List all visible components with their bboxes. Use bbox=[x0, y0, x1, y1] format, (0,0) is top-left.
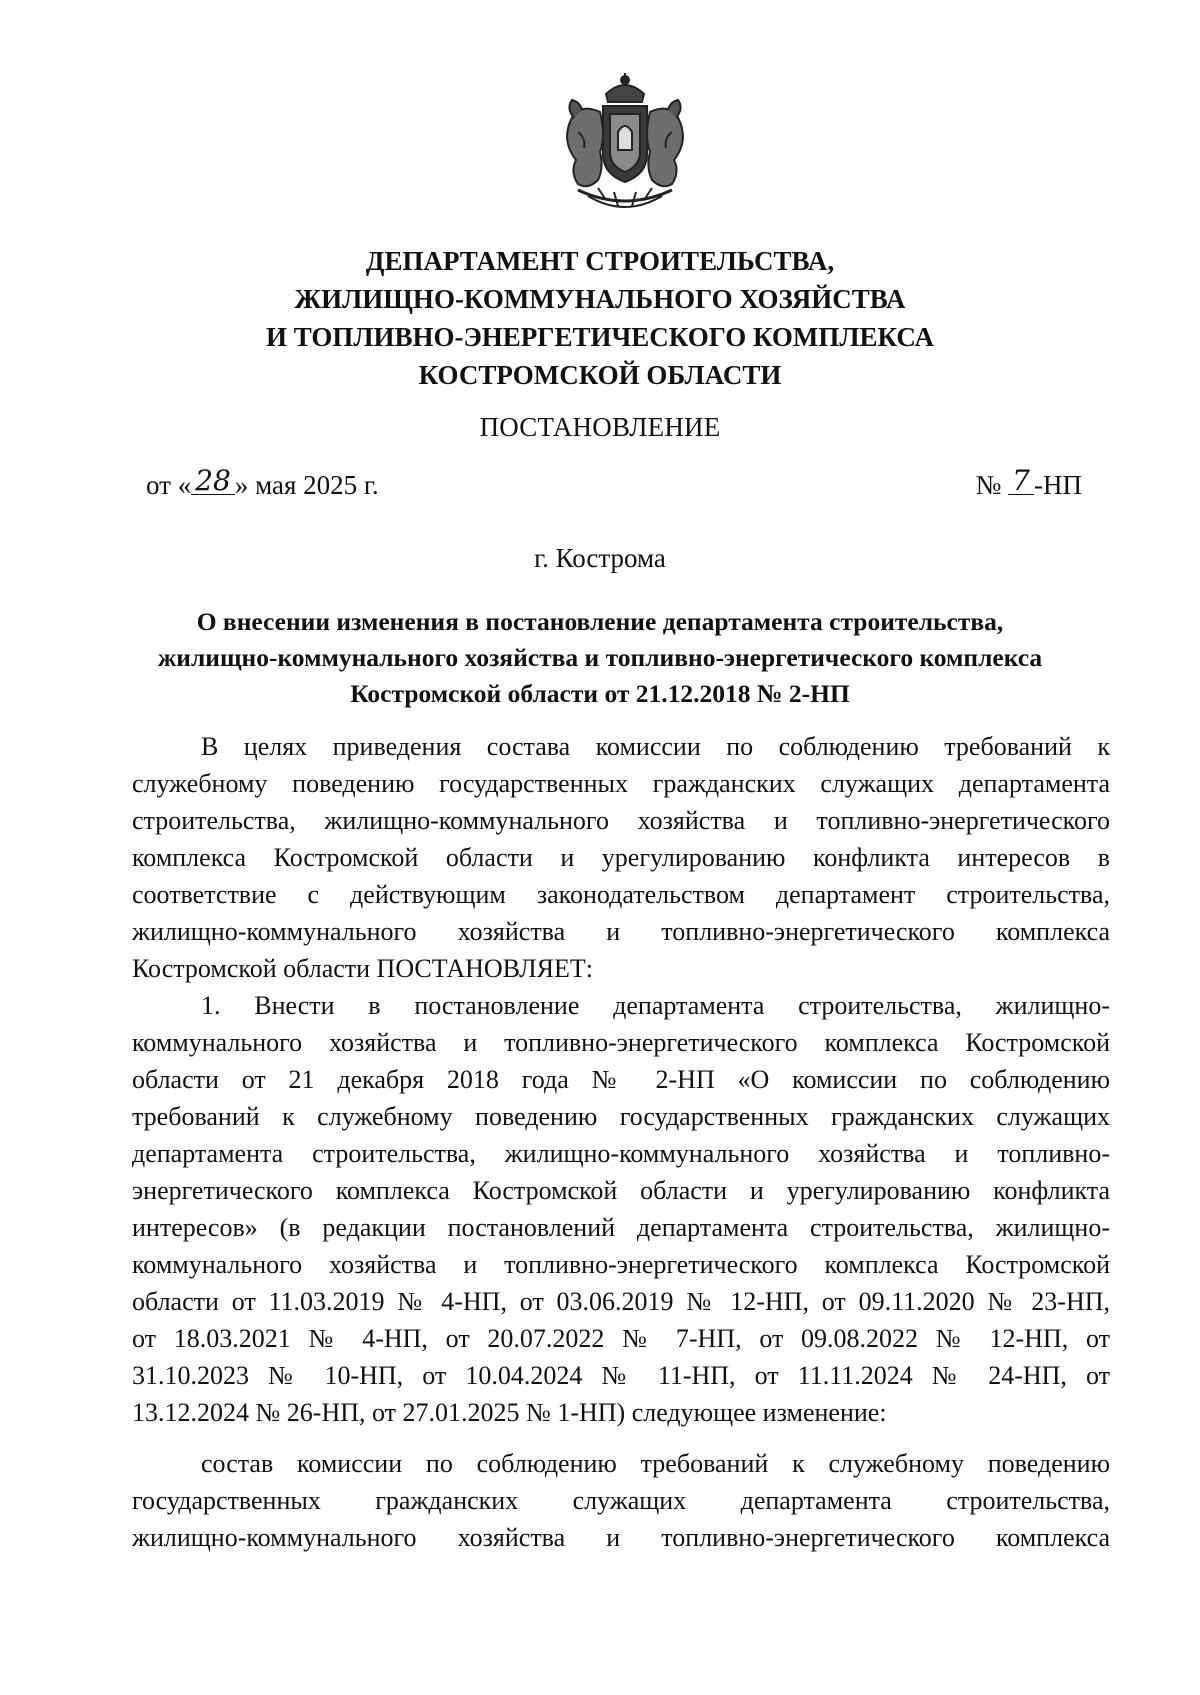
item1-detail-line: состав комиссии по соблюдению требований к служебному поведению bbox=[201, 1449, 1110, 1478]
number-suffix: -НП bbox=[1034, 470, 1082, 500]
preamble-line: Костромской области ПОСТАНОВЛЯЕТ: bbox=[132, 954, 593, 983]
document-number bbox=[975, 464, 1082, 501]
department-name-line: И ТОПЛИВНО-ЭНЕРГЕТИЧЕСКОГО КОМПЛЕКСА bbox=[265, 322, 935, 352]
preamble-line: В целях приведения состава комиссии по соблюдению требований к bbox=[201, 732, 1110, 761]
paragraph-gap bbox=[132, 1431, 1110, 1445]
title-line: жилищно-коммунального хозяйства и топливно-энергетического комплекса bbox=[157, 643, 1043, 672]
item1-line: 13.12.2024 № 26-НП, от 27.01.2025 № 1-НП) следующее изменение: bbox=[132, 1398, 887, 1427]
item1-line: области от 21 декабря 2018 года № 2-НП «О комиссии по соблюдению bbox=[132, 1065, 1110, 1094]
item1-line: от 18.03.2021 № 4-НП, от 20.07.2022 № 7-НП, от 09.08.2022 № 12-НП, от bbox=[132, 1324, 1110, 1353]
number-value-handwritten: 7 bbox=[1008, 468, 1034, 495]
department-name-line: КОСТРОМСКОЙ ОБЛАСТИ bbox=[418, 360, 782, 390]
item1-line: департамента строительства, жилищно-коммунального хозяйства и топливно- bbox=[132, 1139, 1110, 1168]
item1-line: коммунального хозяйства и топливно-энергетического комплекса Костромской bbox=[132, 1028, 1110, 1057]
item1-line: 1. Внести в постановление департамента строительства, жилищно- bbox=[201, 991, 1110, 1020]
document-body bbox=[132, 728, 1110, 1556]
item1-line: интересов» (в редакции постановлений департамента строительства, жилищно- bbox=[132, 1213, 1110, 1242]
item1-line: требований к служебному поведению государственных гражданских служащих bbox=[132, 1102, 1110, 1131]
item1-detail-line: жилищно-коммунального хозяйства и топливно-энергетического комплекса bbox=[132, 1523, 1110, 1552]
document-title bbox=[150, 604, 1050, 712]
preamble-line: соответствие с действующим законодательством департамент строительства, bbox=[132, 880, 1110, 909]
preamble-line: жилищно-коммунального хозяйства и топливно-энергетического комплекса bbox=[132, 917, 1110, 946]
preamble-line: комплекса Костромской области и урегулированию конфликта интересов в bbox=[132, 843, 1110, 872]
department-name-line: ДЕПАРТАМЕНТ СТРОИТЕЛЬСТВА, bbox=[365, 246, 835, 276]
item1-line: коммунального хозяйства и топливно-энергетического комплекса Костромской bbox=[132, 1250, 1110, 1279]
title-line: О внесении изменения в постановление департамента строительства, bbox=[196, 607, 1004, 636]
item1-line: 31.10.2023 № 10-НП, от 10.04.2024 № 11-НП, от 11.11.2024 № 24-НП, от bbox=[132, 1361, 1110, 1390]
preamble-line: строительства, жилищно-коммунального хозяйства и топливно-энергетического bbox=[132, 806, 1110, 835]
coat-of-arms-emblem bbox=[548, 72, 702, 218]
preamble-line: служебному поведению государственных гражданских служащих департамента bbox=[132, 769, 1110, 798]
department-name bbox=[150, 242, 1050, 394]
number-prefix: № bbox=[975, 470, 1009, 500]
document-city: г. Кострома bbox=[534, 543, 666, 573]
item1-line: энергетического комплекса Костромской области и урегулированию конфликта bbox=[132, 1176, 1110, 1205]
date-prefix: от « bbox=[146, 470, 192, 500]
department-name-line: ЖИЛИЩНО-КОММУНАЛЬНОГО ХОЗЯЙСТВА bbox=[294, 284, 906, 314]
date-day-handwritten: 28 bbox=[191, 468, 235, 495]
item1-line: области от 11.03.2019 № 4-НП, от 03.06.2019 № 12-НП, от 09.11.2020 № 23-НП, bbox=[132, 1287, 1110, 1316]
document-type: ПОСТАНОВЛЕНИЕ bbox=[479, 412, 721, 442]
item1-detail-line: государственных гражданских служащих департамента строительства, bbox=[132, 1486, 1110, 1515]
document-date bbox=[146, 464, 379, 501]
date-suffix: » мая 2025 г. bbox=[234, 470, 379, 500]
title-line: Костромской области от 21.12.2018 № 2-НП bbox=[350, 679, 850, 708]
